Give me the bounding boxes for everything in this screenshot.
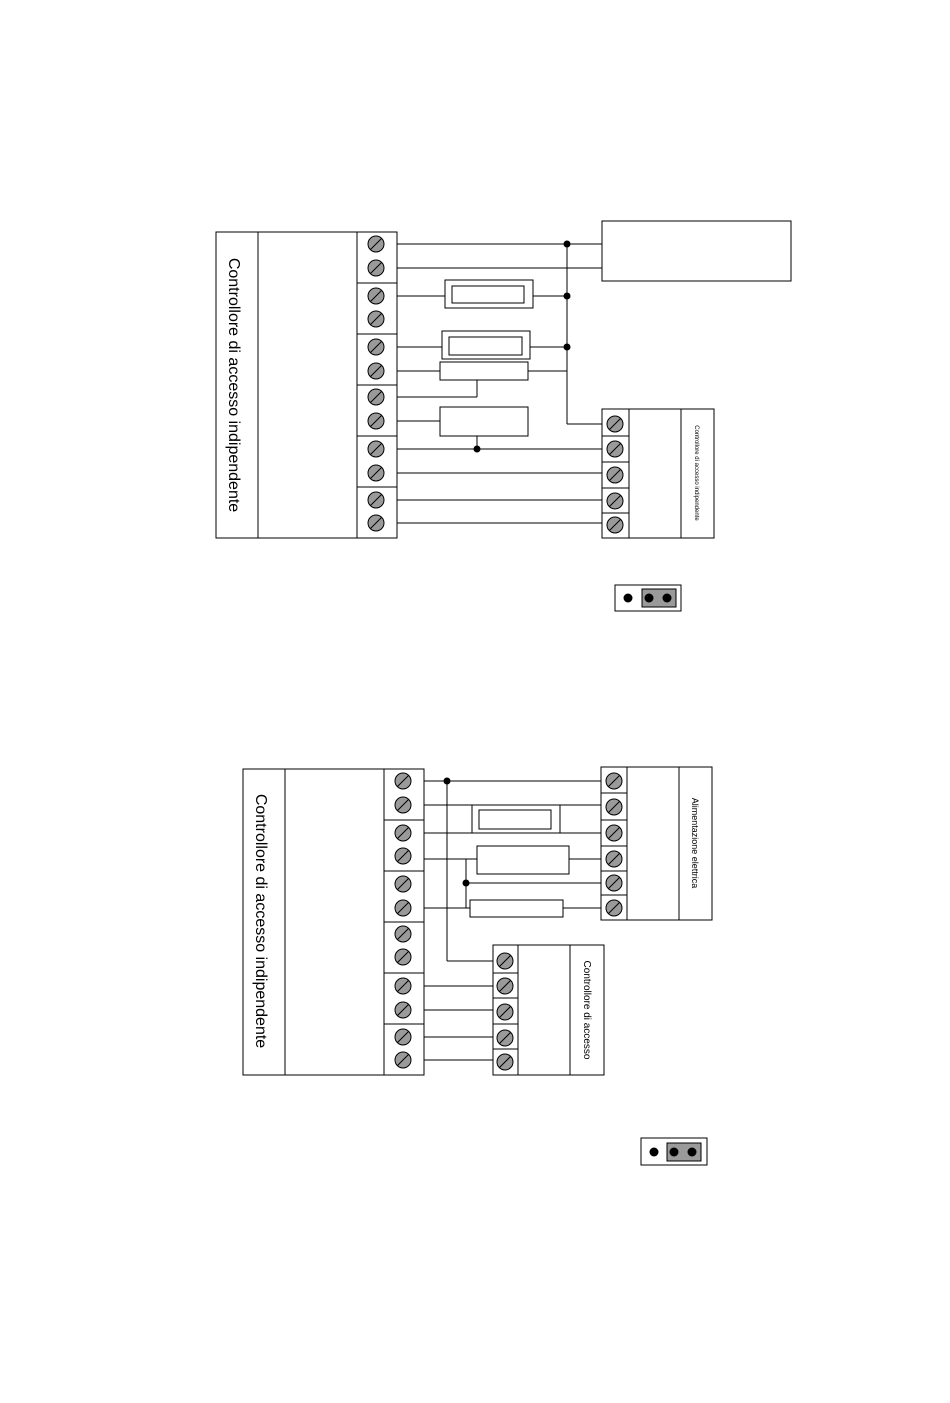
screw-terminal-icon [497,1004,513,1020]
screw-terminal-icon [395,1002,411,1018]
component-1b [442,331,530,359]
jumper-1 [615,585,681,611]
component-1d [440,407,528,436]
jumper-2 [641,1138,707,1165]
screw-terminal-icon [368,311,384,327]
screw-terminal-icon [368,389,384,405]
aux-controller-2 [493,945,604,1075]
wiring-diagram-1 [216,221,791,611]
aux-controller-1-label: Controllore di accesso indipendente [693,425,699,521]
screw-terminal-icon [395,773,411,789]
screw-terminal-icon [368,413,384,429]
screw-terminal-icon [395,1029,411,1045]
screw-terminal-icon [395,876,411,892]
screw-terminal-icon [395,797,411,813]
component-1c [440,362,528,380]
screw-terminal-icon [497,953,513,969]
screw-terminal-icon [395,825,411,841]
component-2c [470,900,563,917]
external-device-box-1 [602,221,791,281]
main-controller-2-label: Controllore di accesso indipendente [252,793,269,1049]
screw-terminal-icon [607,467,623,483]
screw-terminal-icon [606,900,622,916]
screw-terminal-icon [395,949,411,965]
screw-terminal-icon [607,517,623,533]
screw-terminal-icon [395,848,411,864]
screw-terminal-icon [368,339,384,355]
screw-terminal-icon [368,288,384,304]
power-supply-2 [601,767,712,920]
main-controller-2 [243,769,424,1075]
main-controller-1-label: Controllore di accesso indipendente [225,257,242,513]
screw-terminal-icon [606,875,622,891]
screw-terminal-icon [395,1052,411,1068]
power-supply-2-label: Alimentazione elettrica [690,797,700,889]
screw-terminal-icon [368,363,384,379]
screw-terminal-icon [606,773,622,789]
wiring-diagram-2 [243,767,712,1165]
screw-terminal-icon [497,1030,513,1046]
component-2b [477,846,569,874]
screw-terminal-icon [606,799,622,815]
screw-terminal-icon [368,492,384,508]
screw-terminal-icon [368,260,384,276]
screw-terminal-icon [368,465,384,481]
screw-terminal-icon [497,1054,513,1070]
screw-terminal-icon [607,441,623,457]
screw-terminal-icon [368,236,384,252]
aux-controller-2-label: Controllore di accesso [581,960,592,1060]
screw-terminal-icon [497,978,513,994]
screw-terminal-icon [395,978,411,994]
screw-terminal-icon [395,926,411,942]
screw-terminal-icon [606,825,622,841]
component-1a [445,280,533,308]
screw-terminal-icon [606,851,622,867]
main-controller-1 [216,232,397,538]
screw-terminal-icon [607,493,623,509]
screw-terminal-icon [607,416,623,432]
aux-controller-1 [602,409,714,538]
screw-terminal-icon [395,900,411,916]
screw-terminal-icon [368,515,384,531]
component-2a [479,810,551,829]
screw-terminal-icon [368,441,384,457]
